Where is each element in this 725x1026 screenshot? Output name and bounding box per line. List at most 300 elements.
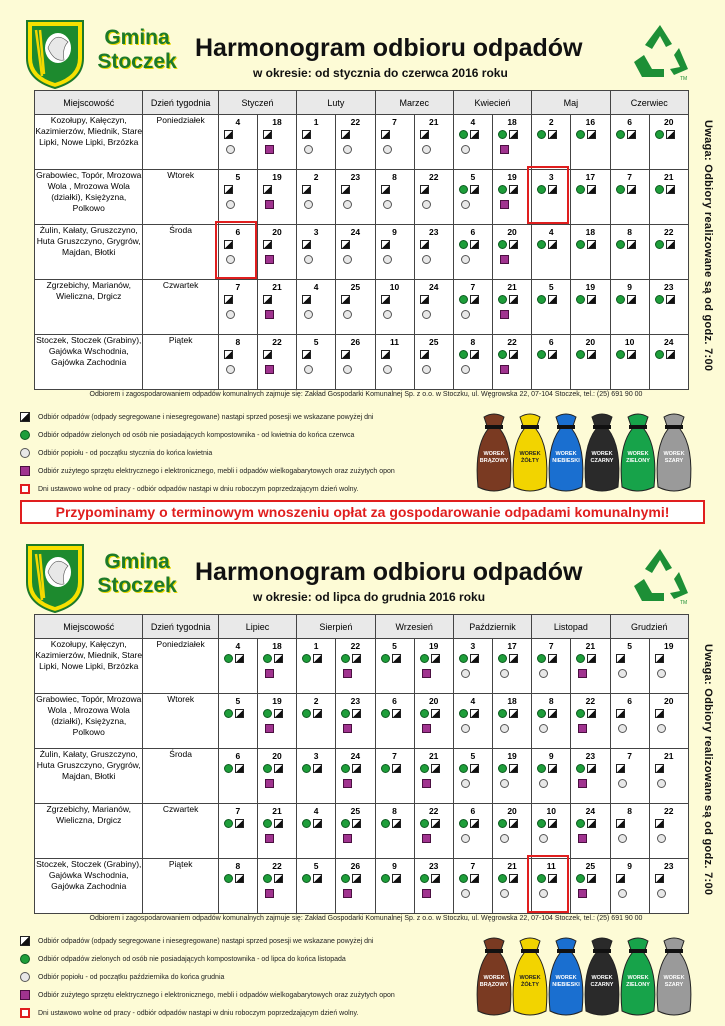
ash-circle-icon xyxy=(657,779,666,788)
green-waste-circle-icon xyxy=(576,819,585,828)
mixed-waste-square-icon xyxy=(235,874,244,883)
green-waste-circle-icon xyxy=(576,130,585,139)
date-cell-content xyxy=(611,115,649,169)
date-cell-content xyxy=(493,694,531,748)
legend-item xyxy=(20,408,460,426)
mixed-waste-square-icon xyxy=(627,295,636,304)
legend-text: Dni ustawowo wolne od pracy - odbiór odpadów nastąpi w dniu roboczym poprzedzającym dzień wolny. xyxy=(38,1009,359,1017)
date-cell xyxy=(257,170,296,225)
date-cell xyxy=(453,335,492,390)
date-cell-content xyxy=(219,335,257,389)
ash-circle-icon xyxy=(383,310,392,319)
date-cell xyxy=(493,280,532,335)
ash-circle-icon xyxy=(657,724,666,733)
mixed-waste-square-icon xyxy=(470,350,479,359)
mixed-waste-square-icon xyxy=(381,130,390,139)
mixed-waste-square-icon xyxy=(666,130,675,139)
mixed-waste-square-icon xyxy=(420,350,429,359)
holiday-box-icon xyxy=(20,1008,30,1018)
mixed-waste-square-icon xyxy=(313,709,322,718)
date-cell xyxy=(571,694,610,749)
pickup-date: 22 xyxy=(664,227,674,237)
pickup-date: 7 xyxy=(235,282,241,292)
pickup-date: 18 xyxy=(585,227,596,237)
green-waste-circle-icon xyxy=(263,764,272,773)
pickup-date: 22 xyxy=(664,806,674,816)
date-cell-content xyxy=(376,170,414,224)
mixed-waste-square-icon xyxy=(509,185,518,194)
ash-circle-icon xyxy=(657,834,666,843)
pickup-date: 7 xyxy=(392,751,397,761)
ash-circle-icon xyxy=(461,834,470,843)
mixed-waste-square-icon xyxy=(587,130,596,139)
schedule-half-2 xyxy=(0,524,725,1024)
date-cell xyxy=(218,335,257,390)
ash-circle-icon xyxy=(461,200,470,209)
date-cell-content xyxy=(336,335,374,389)
date-cell-content xyxy=(571,280,609,334)
ash-circle-icon xyxy=(618,834,627,843)
green-waste-circle-icon xyxy=(576,874,585,883)
payment-reminder-banner: Przypominamy o terminowym wnoszeniu opłat za gospodarowanie odpadami komunalnymi! xyxy=(20,500,705,524)
mixed-waste-square-icon xyxy=(20,412,30,422)
pickup-date: 18 xyxy=(272,641,282,651)
pickup-date: 20 xyxy=(272,227,282,237)
date-cell-content xyxy=(258,170,296,224)
month-header: Październik xyxy=(453,615,531,639)
mixed-waste-square-icon xyxy=(616,874,625,883)
weekday: Czwartek xyxy=(143,280,218,335)
date-cell xyxy=(257,749,296,804)
green-waste-circle-icon xyxy=(576,709,585,718)
date-cell xyxy=(297,804,336,859)
date-cell-content xyxy=(571,335,609,389)
holiday-highlight-box xyxy=(527,855,569,913)
col-header-day: Dzień tygodnia xyxy=(143,91,218,115)
ash-circle-icon xyxy=(500,724,509,733)
mixed-waste-square-icon xyxy=(509,130,518,139)
date-cell xyxy=(453,115,492,170)
pickup-date: 21 xyxy=(507,861,517,871)
pickup-date: 5 xyxy=(548,282,554,292)
mixed-waste-square-icon xyxy=(509,240,518,249)
mixed-waste-square-icon xyxy=(509,819,518,828)
date-cell xyxy=(532,804,571,859)
mixed-waste-square-icon xyxy=(352,654,361,663)
bulky-waste-square-icon xyxy=(265,834,274,843)
ash-circle-icon xyxy=(657,669,666,678)
pickup-date: 6 xyxy=(392,696,397,706)
bulky-waste-square-icon xyxy=(265,255,274,264)
date-cell xyxy=(649,225,688,280)
mixed-waste-square-icon xyxy=(420,185,429,194)
pickup-date: 25 xyxy=(350,806,361,816)
mixed-waste-square-icon xyxy=(381,350,390,359)
date-cell-content xyxy=(258,335,296,389)
table-row xyxy=(35,749,689,804)
mixed-waste-square-icon xyxy=(470,295,479,304)
pickup-date: 4 xyxy=(313,282,319,292)
date-cell xyxy=(453,280,492,335)
month-header: Listopad xyxy=(532,615,610,639)
mixed-waste-square-icon xyxy=(341,240,350,249)
pickup-date: 7 xyxy=(627,751,632,761)
mixed-waste-square-icon xyxy=(548,709,557,718)
green-waste-circle-icon xyxy=(537,654,546,663)
mixed-waste-square-icon xyxy=(470,819,479,828)
mixed-waste-square-icon xyxy=(302,295,311,304)
pickup-date: 6 xyxy=(470,806,476,816)
weekday: Poniedziałek xyxy=(143,115,218,170)
pickup-date: 6 xyxy=(627,117,632,127)
mixed-waste-square-icon xyxy=(392,654,401,663)
date-cell xyxy=(414,639,453,694)
pickup-date: 24 xyxy=(585,806,596,816)
pickup-time-note: Uwaga: Odbiory realizowane są od godz. 7:00 xyxy=(702,120,714,372)
mixed-waste-square-icon xyxy=(263,130,272,139)
legend-text: Odbiór zużytego sprzętu elektrycznego i elektronicznego, mebli i odpadów wielkogabarytowych oraz zużytych opon xyxy=(38,991,395,999)
pickup-date: 19 xyxy=(507,751,517,761)
pickup-date: 22 xyxy=(350,117,361,127)
date-cell-content xyxy=(611,749,649,803)
period-subtitle: w okresie: od stycznia do czerwca 2016 roku xyxy=(253,66,508,80)
mixed-waste-square-icon xyxy=(655,874,664,883)
locality-names: Kozołupy, Kałęczyn, Kazimierzów, Miednik, Stare Lipki, Nowe Lipki, Brzózka xyxy=(35,115,143,170)
mixed-waste-square-icon xyxy=(352,709,361,718)
pickup-date: 3 xyxy=(313,227,319,237)
schedule-half-1 xyxy=(0,0,725,500)
date-cell xyxy=(218,859,257,914)
green-waste-circle-icon xyxy=(537,764,546,773)
date-cell xyxy=(453,749,492,804)
date-cell-content xyxy=(532,639,570,693)
green-waste-circle-icon xyxy=(302,654,311,663)
date-cell xyxy=(649,280,688,335)
pickup-date: 3 xyxy=(470,641,476,651)
date-cell-content xyxy=(297,859,335,913)
green-waste-circle-icon xyxy=(576,654,585,663)
ash-circle-icon xyxy=(226,200,235,209)
date-cell xyxy=(375,280,414,335)
pickup-date: 9 xyxy=(627,282,632,292)
locality-names: Kozołupy, Kałęczyn, Kazimierzów, Miednik, Stare Lipki, Nowe Lipki, Brzózka xyxy=(35,639,143,694)
pickup-date: 5 xyxy=(627,641,632,651)
pickup-date: 26 xyxy=(350,861,361,871)
date-cell-content xyxy=(650,225,688,279)
mixed-waste-square-icon xyxy=(666,185,675,194)
green-waste-circle-icon xyxy=(224,764,233,773)
bulky-waste-square-icon xyxy=(578,724,587,733)
col-header-place: Miejscowość xyxy=(35,91,143,115)
pickup-date: 24 xyxy=(428,282,439,292)
date-cell-content xyxy=(650,335,688,389)
mixed-waste-square-icon xyxy=(587,819,596,828)
mixed-waste-square-icon xyxy=(509,764,518,773)
legend-item xyxy=(20,444,460,462)
mixed-waste-square-icon xyxy=(470,709,479,718)
date-cell-content xyxy=(454,804,492,858)
ash-circle-icon xyxy=(461,779,470,788)
date-cell-content xyxy=(336,225,374,279)
pickup-date: 23 xyxy=(664,861,674,871)
date-cell xyxy=(257,280,296,335)
pickup-date: 19 xyxy=(585,282,596,292)
month-header: Kwiecień xyxy=(453,91,531,115)
date-cell-content xyxy=(415,225,453,279)
mixed-waste-square-icon xyxy=(392,709,401,718)
date-cell-content xyxy=(336,639,374,693)
mixed-waste-square-icon xyxy=(616,819,625,828)
mixed-waste-square-icon xyxy=(263,240,272,249)
mixed-waste-square-icon xyxy=(509,350,518,359)
pickup-date: 6 xyxy=(470,227,476,237)
bulky-waste-square-icon xyxy=(265,779,274,788)
green-waste-circle-icon xyxy=(655,185,664,194)
ash-circle-icon xyxy=(20,972,30,982)
mixed-waste-square-icon xyxy=(381,185,390,194)
date-cell-content xyxy=(297,804,335,858)
date-cell-content xyxy=(336,280,374,334)
pickup-date: 21 xyxy=(664,751,674,761)
date-cell xyxy=(493,694,532,749)
pickup-date: 21 xyxy=(428,751,439,761)
date-cell-content xyxy=(415,804,453,858)
pickup-date: 5 xyxy=(470,751,476,761)
date-cell xyxy=(649,804,688,859)
date-cell xyxy=(336,804,375,859)
mixed-waste-square-icon xyxy=(224,130,233,139)
bag-label: WOREK ZIELONY xyxy=(626,451,650,464)
green-waste-circle-icon xyxy=(655,240,664,249)
ash-circle-icon xyxy=(343,365,352,374)
recycle-icon xyxy=(630,546,690,608)
date-cell xyxy=(218,804,257,859)
date-cell-content xyxy=(454,694,492,748)
date-cell xyxy=(414,225,453,280)
ash-circle-icon xyxy=(343,145,352,154)
mixed-waste-square-icon xyxy=(313,654,322,663)
date-cell xyxy=(571,749,610,804)
date-cell xyxy=(610,859,649,914)
date-cell xyxy=(218,694,257,749)
pickup-date: 24 xyxy=(350,751,361,761)
date-cell-content xyxy=(415,170,453,224)
bag-label: WOREK ZIELONY xyxy=(626,975,650,988)
pickup-date: 5 xyxy=(235,696,241,706)
date-cell-content xyxy=(493,639,531,693)
mixed-waste-square-icon xyxy=(587,709,596,718)
date-cell xyxy=(453,639,492,694)
pickup-date: 17 xyxy=(585,172,596,182)
green-waste-circle-icon xyxy=(655,295,664,304)
date-cell-content xyxy=(493,280,531,334)
pickup-date: 18 xyxy=(507,117,517,127)
mixed-waste-square-icon xyxy=(235,764,244,773)
legend xyxy=(20,932,460,1022)
mixed-waste-square-icon xyxy=(274,764,283,773)
pickup-date: 23 xyxy=(664,282,674,292)
ash-circle-icon xyxy=(539,834,548,843)
date-cell-content xyxy=(454,859,492,913)
legend-text: Odbiór popiołu - od początku października do końca grudnia xyxy=(38,973,225,981)
mixed-waste-square-icon xyxy=(274,874,283,883)
date-cell-content xyxy=(532,115,570,169)
green-waste-circle-icon xyxy=(224,874,233,883)
ash-circle-icon xyxy=(500,779,509,788)
pickup-date: 11 xyxy=(546,861,556,871)
bulky-waste-square-icon xyxy=(343,724,352,733)
date-cell-content xyxy=(571,115,609,169)
pickup-date: 8 xyxy=(392,172,397,182)
locality-names: Zgrzebichy, Marianów, Wieliczna, Drgicz xyxy=(35,280,143,335)
legend-item xyxy=(20,968,460,986)
date-cell xyxy=(375,335,414,390)
pickup-date: 23 xyxy=(428,227,439,237)
green-waste-circle-icon xyxy=(576,350,585,359)
ash-circle-icon xyxy=(304,255,313,264)
green-waste-circle-icon xyxy=(498,819,507,828)
pickup-date: 8 xyxy=(548,696,554,706)
date-cell xyxy=(571,170,610,225)
mixed-waste-square-icon xyxy=(470,185,479,194)
pickup-date: 4 xyxy=(470,117,476,127)
legend-item xyxy=(20,950,460,968)
mixed-waste-square-icon xyxy=(313,819,322,828)
mixed-waste-square-icon xyxy=(616,654,625,663)
green-waste-circle-icon xyxy=(655,350,664,359)
legend-text: Odbiór odpadów zielonych od osób nie posiadających kompostownika - od lipca do końca listopada xyxy=(38,955,346,963)
date-cell-content xyxy=(650,170,688,224)
green-waste-circle-icon xyxy=(302,874,311,883)
mixed-waste-square-icon xyxy=(470,654,479,663)
date-cell xyxy=(493,170,532,225)
pickup-date: 2 xyxy=(313,696,319,706)
date-cell-content xyxy=(454,225,492,279)
pickup-date: 21 xyxy=(272,282,282,292)
date-cell-content xyxy=(611,225,649,279)
ash-circle-icon xyxy=(422,310,431,319)
date-cell xyxy=(532,749,571,804)
date-cell-content xyxy=(415,859,453,913)
date-cell-content xyxy=(415,639,453,693)
date-cell xyxy=(453,170,492,225)
date-cell-content xyxy=(493,225,531,279)
ash-circle-icon xyxy=(226,145,235,154)
pickup-date: 23 xyxy=(585,751,596,761)
legend-text: Odbiór odpadów zielonych od osób nie posiadających kompostownika - od kwietnia do końca czerwca xyxy=(38,431,355,439)
date-cell xyxy=(297,170,336,225)
date-cell-content xyxy=(376,639,414,693)
date-cell-content xyxy=(611,170,649,224)
date-cell xyxy=(297,280,336,335)
pickup-date: 5 xyxy=(235,172,241,182)
bag-label: WOREK BRĄZOWY xyxy=(479,451,509,464)
date-cell-content xyxy=(454,335,492,389)
green-waste-circle-icon xyxy=(655,130,664,139)
green-waste-circle-icon xyxy=(498,350,507,359)
bag-label: WOREK ŻÓŁTY xyxy=(519,975,541,988)
green-waste-circle-icon xyxy=(498,295,507,304)
bulky-waste-square-icon xyxy=(422,669,431,678)
date-cell xyxy=(375,225,414,280)
mixed-waste-square-icon xyxy=(420,295,429,304)
date-cell-content xyxy=(415,335,453,389)
green-waste-circle-icon xyxy=(420,709,429,718)
mixed-waste-square-icon xyxy=(587,350,596,359)
date-cell xyxy=(649,859,688,914)
recycle-icon xyxy=(630,22,690,84)
table-row xyxy=(35,170,689,225)
date-cell-content xyxy=(336,749,374,803)
date-cell xyxy=(453,694,492,749)
green-waste-circle-icon xyxy=(498,185,507,194)
table-row xyxy=(35,694,689,749)
pickup-date: 10 xyxy=(389,282,400,292)
ash-circle-icon xyxy=(461,889,470,898)
date-cell xyxy=(493,804,532,859)
mixed-waste-square-icon xyxy=(616,709,625,718)
date-cell-content xyxy=(258,804,296,858)
mixed-waste-square-icon xyxy=(666,295,675,304)
mixed-waste-square-icon xyxy=(235,654,244,663)
date-cell-content xyxy=(336,115,374,169)
pickup-time-note: Uwaga: Odbiory realizowane są od godz. 7:00 xyxy=(702,644,714,896)
mixed-waste-square-icon xyxy=(470,764,479,773)
pickup-date: 6 xyxy=(627,696,632,706)
green-waste-circle-icon xyxy=(616,295,625,304)
ash-circle-icon xyxy=(539,669,548,678)
pickup-date: 2 xyxy=(548,117,554,127)
pickup-date: 4 xyxy=(235,117,241,127)
mixed-waste-square-icon xyxy=(548,295,557,304)
ash-circle-icon xyxy=(461,724,470,733)
pickup-date: 5 xyxy=(470,172,476,182)
date-cell-content xyxy=(571,639,609,693)
date-cell xyxy=(571,335,610,390)
date-cell-content xyxy=(219,859,257,913)
pickup-date: 10 xyxy=(546,806,556,816)
date-cell-content xyxy=(376,804,414,858)
date-cell xyxy=(414,170,453,225)
green-waste-circle-icon xyxy=(537,295,546,304)
municipality-crest-icon xyxy=(24,542,86,614)
mixed-waste-square-icon xyxy=(381,240,390,249)
pickup-date: 9 xyxy=(392,227,397,237)
mixed-waste-square-icon xyxy=(20,936,30,946)
gmina-logo-text: Gmina Stoczek xyxy=(97,26,177,73)
pickup-date: 22 xyxy=(272,861,282,871)
date-cell xyxy=(610,694,649,749)
page-title: Harmonogram odbioru odpadów xyxy=(195,34,583,62)
ash-circle-icon xyxy=(226,365,235,374)
date-cell xyxy=(297,694,336,749)
date-cell-content xyxy=(611,804,649,858)
date-cell xyxy=(297,225,336,280)
date-cell-content xyxy=(219,749,257,803)
date-cell xyxy=(532,280,571,335)
pickup-date: 4 xyxy=(470,696,476,706)
month-header: Luty xyxy=(297,91,375,115)
green-waste-circle-icon xyxy=(20,430,30,440)
date-cell-content xyxy=(376,694,414,748)
green-waste-circle-icon xyxy=(381,654,390,663)
date-cell-content xyxy=(650,280,688,334)
date-cell-content xyxy=(219,115,257,169)
date-cell xyxy=(610,639,649,694)
mixed-waste-square-icon xyxy=(341,130,350,139)
mixed-waste-square-icon xyxy=(587,764,596,773)
table-row xyxy=(35,804,689,859)
